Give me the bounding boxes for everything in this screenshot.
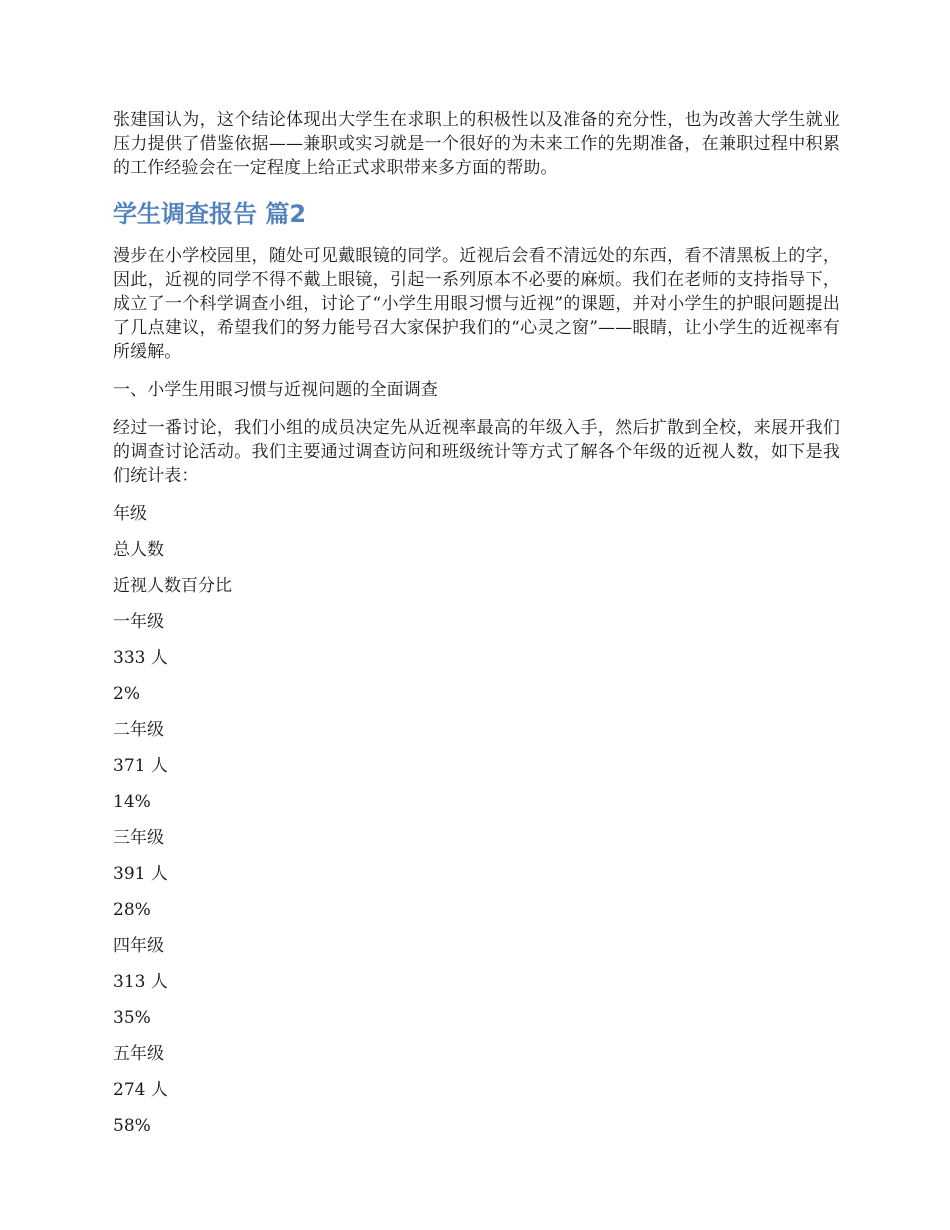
table-cell-grade: 三年级 xyxy=(113,828,164,848)
statistics-table xyxy=(113,502,840,1138)
table-cell-total: 333 人 xyxy=(113,648,168,668)
table-cell-grade: 四年级 xyxy=(113,936,164,956)
document-page xyxy=(113,108,840,1150)
table-cell-total: 274 人 xyxy=(113,1080,168,1100)
table-cell-grade: 二年级 xyxy=(113,720,164,740)
table-header-grade: 年级 xyxy=(113,504,147,524)
table-cell-percent: 14% xyxy=(113,792,151,812)
subheading-1: 一、小学生用眼习惯与近视问题的全面调查 xyxy=(113,380,438,400)
table-cell-percent: 2% xyxy=(113,684,140,704)
table-cell-total: 313 人 xyxy=(113,972,168,992)
table-header-percent: 近视人数百分比 xyxy=(113,576,232,596)
table-cell-total: 391 人 xyxy=(113,864,168,884)
table-cell-percent: 28% xyxy=(113,900,151,920)
table-header-total: 总人数 xyxy=(113,540,164,560)
section-title: 学生调查报告 篇2 xyxy=(113,200,307,228)
table-cell-total: 371 人 xyxy=(113,756,168,776)
paragraph-1: 漫步在小学校园里，随处可见戴眼镜的同学。近视后会看不清远处的东西，看不清黑板上的字，因此，近视的同学不得不戴上眼镜，引起一系列原本不必要的麻烦。我们在老师的支持指导下，成立了一个科学调查小组，讨论了“小学生用眼习惯与近视”的课题，并对小学生的护眼问题提出了几点建议，希望我们的努力能号召大家保护我们的“心灵之窗”——眼睛，让小学生的近视率有所缓解。 xyxy=(113,246,840,362)
table-cell-grade: 一年级 xyxy=(113,612,164,632)
table-cell-percent: 58% xyxy=(113,1116,151,1136)
paragraph-2: 经过一番讨论，我们小组的成员决定先从近视率最高的年级入手，然后扩散到全校，来展开我们的调查讨论活动。我们主要通过调查访问和班级统计等方式了解各个年级的近视人数，如下是我们统计表： xyxy=(113,418,840,486)
table-cell-grade: 五年级 xyxy=(113,1044,164,1064)
intro-paragraph: 张建国认为，这个结论体现出大学生在求职上的积极性以及准备的充分性，也为改善大学生就业压力提供了借鉴依据——兼职或实习就是一个很好的为未来工作的先期准备，在兼职过程中积累的工作经验会在一定程度上给正式求职带来多方面的帮助。 xyxy=(113,110,840,178)
table-cell-percent: 35% xyxy=(113,1008,151,1028)
